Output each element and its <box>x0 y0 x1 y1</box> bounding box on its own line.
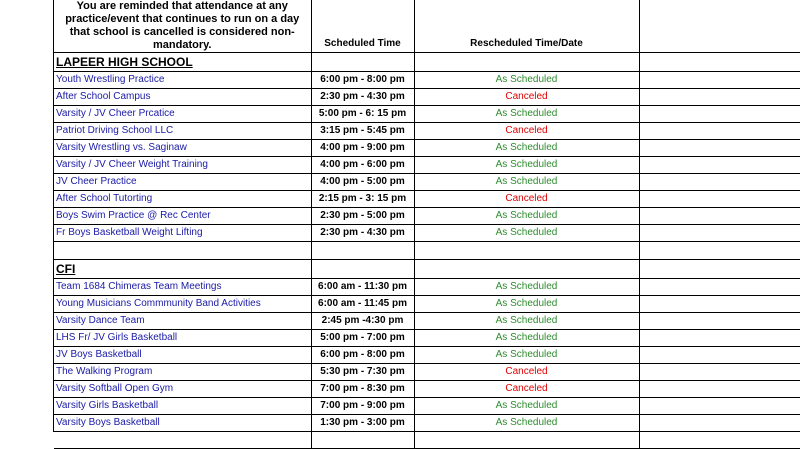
status-value: As Scheduled <box>414 72 639 89</box>
table-row <box>54 415 800 432</box>
status-value: Canceled <box>414 381 639 398</box>
event-name: Boys Swim Practice @ Rec Center <box>54 208 311 225</box>
empty-cell <box>311 53 414 72</box>
table-row <box>54 364 800 381</box>
table-row <box>54 381 800 398</box>
scheduled-time: 4:00 pm - 6:00 pm <box>311 157 414 174</box>
status-value: Canceled <box>414 191 639 208</box>
status-value: As Scheduled <box>414 296 639 313</box>
scheduled-time-header: Scheduled Time <box>311 0 414 53</box>
empty-cell <box>639 208 800 225</box>
status-value: As Scheduled <box>414 106 639 123</box>
empty-cell <box>639 398 800 415</box>
empty-cell <box>639 279 800 296</box>
status-value: As Scheduled <box>414 157 639 174</box>
table-row <box>54 72 800 89</box>
scheduled-time: 2:15 pm - 3: 15 pm <box>311 191 414 208</box>
status-value: As Scheduled <box>414 225 639 242</box>
status-value: As Scheduled <box>414 398 639 415</box>
empty-cell <box>639 0 800 53</box>
empty-cell <box>311 260 414 279</box>
table-row <box>54 398 800 415</box>
empty-cell <box>639 296 800 313</box>
scheduled-time: 7:00 pm - 9:00 pm <box>311 398 414 415</box>
table-row <box>54 330 800 347</box>
table-row <box>54 174 800 191</box>
status-value: As Scheduled <box>414 279 639 296</box>
empty-cell <box>639 123 800 140</box>
scheduled-time: 2:30 pm - 4:30 pm <box>311 225 414 242</box>
scheduled-time: 5:00 pm - 6: 15 pm <box>311 106 414 123</box>
event-name: Varsity Girls Basketball <box>54 398 311 415</box>
notice-row <box>54 0 800 53</box>
section-title: CFI <box>54 260 311 279</box>
event-name: Varsity Boys Basketball <box>54 415 311 432</box>
status-value: As Scheduled <box>414 140 639 157</box>
scheduled-time: 5:30 pm - 7:30 pm <box>311 364 414 381</box>
empty-cell <box>639 157 800 174</box>
blank-row <box>54 242 800 260</box>
table-row <box>54 123 800 140</box>
event-name: Young Musicians Commmunity Band Activities <box>54 296 311 313</box>
scheduled-time: 1:30 pm - 3:00 pm <box>311 415 414 432</box>
empty-cell <box>639 313 800 330</box>
status-value: Canceled <box>414 89 639 106</box>
event-name: Fr Boys Basketball Weight Lifting <box>54 225 311 242</box>
table-row <box>54 157 800 174</box>
table-row <box>54 191 800 208</box>
scheduled-time: 5:00 pm - 7:00 pm <box>311 330 414 347</box>
event-name: Patriot Driving School LLC <box>54 123 311 140</box>
status-value: Canceled <box>414 123 639 140</box>
empty-cell <box>639 364 800 381</box>
scheduled-time: 2:45 pm -4:30 pm <box>311 313 414 330</box>
empty-cell <box>639 330 800 347</box>
empty-cell <box>639 53 800 72</box>
empty-cell <box>414 432 639 449</box>
event-name: The Walking Program <box>54 364 311 381</box>
status-value: As Scheduled <box>414 330 639 347</box>
section-header-row <box>54 53 800 72</box>
schedule-sheet <box>53 0 800 432</box>
empty-cell <box>639 381 800 398</box>
empty-cell <box>54 432 311 449</box>
empty-cell <box>54 242 311 260</box>
scheduled-time: 7:00 pm - 8:30 pm <box>311 381 414 398</box>
empty-cell <box>639 106 800 123</box>
schedule-table <box>54 0 800 449</box>
event-name: JV Cheer Practice <box>54 174 311 191</box>
empty-cell <box>639 225 800 242</box>
scheduled-time: 4:00 pm - 9:00 pm <box>311 140 414 157</box>
empty-cell <box>639 347 800 364</box>
section-title: LAPEER HIGH SCHOOL <box>54 53 311 72</box>
scheduled-time: 6:00 pm - 8:00 pm <box>311 72 414 89</box>
event-name: Varsity Softball Open Gym <box>54 381 311 398</box>
empty-cell <box>311 242 414 260</box>
status-value: As Scheduled <box>414 415 639 432</box>
table-row <box>54 313 800 330</box>
rescheduled-header: Rescheduled Time/Date <box>414 0 639 53</box>
status-value: As Scheduled <box>414 208 639 225</box>
empty-cell <box>311 432 414 449</box>
status-value: As Scheduled <box>414 347 639 364</box>
table-row <box>54 279 800 296</box>
empty-cell <box>414 242 639 260</box>
scheduled-time: 4:00 pm - 5:00 pm <box>311 174 414 191</box>
scheduled-time: 2:30 pm - 5:00 pm <box>311 208 414 225</box>
blank-row <box>54 432 800 449</box>
scheduled-time: 6:00 am - 11:45 pm <box>311 296 414 313</box>
table-row <box>54 140 800 157</box>
table-row <box>54 347 800 364</box>
scheduled-time: 6:00 pm - 8:00 pm <box>311 347 414 364</box>
table-row <box>54 89 800 106</box>
empty-cell <box>639 191 800 208</box>
event-name: After School Tutorting <box>54 191 311 208</box>
empty-cell <box>639 140 800 157</box>
empty-cell <box>639 260 800 279</box>
event-name: Varsity Dance Team <box>54 313 311 330</box>
event-name: Varsity / JV Cheer Prcatice <box>54 106 311 123</box>
event-name: JV Boys Basketball <box>54 347 311 364</box>
table-row <box>54 296 800 313</box>
section-header-row <box>54 260 800 279</box>
scheduled-time: 3:15 pm - 5:45 pm <box>311 123 414 140</box>
event-name: Team 1684 Chimeras Team Meetings <box>54 279 311 296</box>
table-row <box>54 106 800 123</box>
schedule-table-body <box>54 0 800 449</box>
event-name: Varsity Wrestling vs. Saginaw <box>54 140 311 157</box>
event-name: After School Campus <box>54 89 311 106</box>
event-name: Varsity / JV Cheer Weight Training <box>54 157 311 174</box>
status-value: As Scheduled <box>414 313 639 330</box>
status-value: Canceled <box>414 364 639 381</box>
empty-cell <box>414 260 639 279</box>
attendance-notice: You are reminded that attendance at any practice/event that continues to run on a day that school is cancelled is considered non-mandatory. <box>54 0 311 53</box>
event-name: Youth Wrestling Practice <box>54 72 311 89</box>
scheduled-time: 2:30 pm - 4:30 pm <box>311 89 414 106</box>
event-name: LHS Fr/ JV Girls Basketball <box>54 330 311 347</box>
empty-cell <box>639 72 800 89</box>
scheduled-time: 6:00 am - 11:30 pm <box>311 279 414 296</box>
empty-cell <box>639 174 800 191</box>
empty-cell <box>639 432 800 449</box>
empty-cell <box>639 415 800 432</box>
status-value: As Scheduled <box>414 174 639 191</box>
empty-cell <box>639 89 800 106</box>
table-row <box>54 225 800 242</box>
empty-cell <box>414 53 639 72</box>
empty-cell <box>639 242 800 260</box>
table-row <box>54 208 800 225</box>
